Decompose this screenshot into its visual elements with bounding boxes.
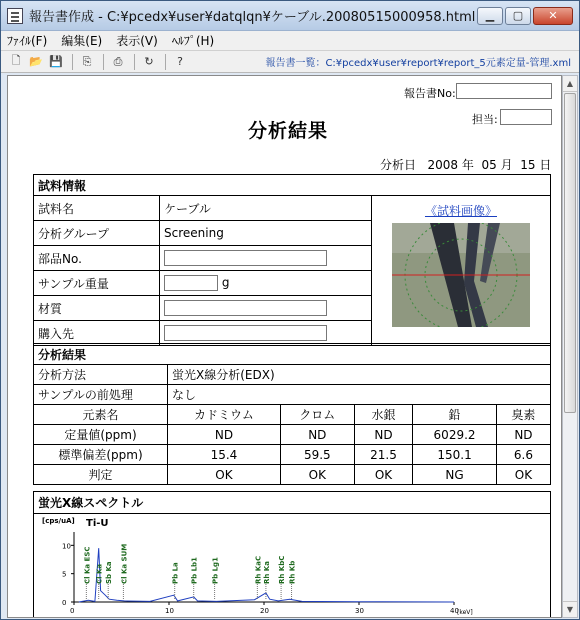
sample-section-title: 試料情報	[34, 175, 551, 196]
page-title: 分析結果	[248, 120, 329, 142]
spectrum-x-tick-label: 0	[70, 607, 75, 615]
method-label: 分析方法	[34, 365, 168, 385]
table-cell: ND	[168, 425, 281, 445]
pretreatment-value: なし	[168, 385, 551, 405]
spectrum-peak-label: Pb La	[171, 562, 180, 584]
analysis-group-value: Screening	[160, 221, 372, 246]
sample-photo-image	[392, 223, 530, 327]
save-icon[interactable]: 💾	[49, 55, 63, 68]
element-header: 臭素	[496, 405, 550, 425]
spectrum-chart	[34, 514, 550, 618]
table-cell: 6029.2	[413, 425, 497, 445]
spectrum-peak-label: Cl Ka SUM	[120, 543, 129, 584]
table-cell: OK	[280, 465, 354, 485]
material-label: 材質	[34, 296, 160, 321]
pretreatment-label: サンプルの前処理	[34, 385, 168, 405]
copy-icon[interactable]: ⎘	[82, 54, 92, 68]
row-label: 標準偏差(ppm)	[34, 445, 168, 465]
table-row	[34, 465, 551, 485]
spectrum-peak-label: Sb Ka	[105, 561, 114, 584]
date-day: 15	[520, 158, 536, 172]
spectrum-peak-label: Cl Ka ESC	[83, 546, 92, 584]
sample-photo	[392, 223, 530, 327]
spectrum-peak-label: Rh Kb	[288, 560, 297, 584]
supplier-label: 購入先	[34, 321, 160, 346]
table-row	[34, 445, 551, 465]
menu-view[interactable]: 表示(V)	[116, 34, 158, 48]
element-column-header: 元素名	[34, 405, 168, 425]
toolbar-separator	[72, 54, 73, 70]
toolbar	[1, 51, 579, 73]
table-row	[34, 405, 551, 425]
sample-weight-field[interactable]	[164, 275, 218, 291]
supplier-field[interactable]	[164, 325, 327, 341]
spectrum-section-title: 蛍光X線スペクトル	[34, 492, 550, 514]
date-day-unit: 日	[539, 158, 552, 172]
menu-help[interactable]: ﾍﾙﾌﾟ(H)	[171, 34, 215, 48]
person-field[interactable]	[500, 109, 552, 125]
open-folder-icon[interactable]: 📂	[29, 55, 43, 68]
element-header: 鉛	[413, 405, 497, 425]
analysis-date	[380, 156, 551, 175]
toolbar-separator	[103, 54, 104, 70]
element-header: 水銀	[354, 405, 413, 425]
spectrum-peak-label: Rh KaC	[254, 555, 263, 584]
analysis-group-label: 分析グループ	[34, 221, 160, 246]
app-icon	[7, 8, 23, 24]
sample-name-value: ケーブル	[160, 196, 372, 221]
sample-image-link[interactable]: 《試料画像》	[424, 204, 497, 218]
analysis-section-title: 分析結果	[34, 344, 551, 365]
table-cell: NG	[413, 465, 497, 485]
table-cell: ND	[354, 425, 413, 445]
report-document	[7, 75, 562, 618]
date-year-unit: 年	[461, 158, 474, 172]
scroll-up-icon[interactable]: ▲	[563, 76, 577, 92]
toolbar-separator	[134, 54, 135, 70]
spectrum-section	[33, 491, 551, 618]
table-cell: ND	[280, 425, 354, 445]
spectrum-peak-label: Pb Lg1	[211, 557, 220, 584]
table-row	[34, 425, 551, 445]
date-prefix: 分析日	[380, 158, 417, 172]
new-file-icon[interactable]: 🗋	[11, 54, 21, 67]
date-month: 05	[481, 158, 497, 172]
spectrum-peak-label: Rh Ka	[262, 561, 271, 584]
title-bar[interactable]	[1, 1, 579, 31]
spectrum-peak-label: Rh KbC	[278, 555, 287, 584]
spectrum-x-tick-label: 10	[165, 607, 174, 615]
analysis-result-table	[33, 343, 551, 485]
sample-info-table	[33, 174, 551, 346]
row-label: 定量値(ppm)	[34, 425, 168, 445]
element-header: クロム	[280, 405, 354, 425]
sample-photo-cell	[372, 196, 551, 346]
spectrum-x-tick-label: 20	[260, 607, 269, 615]
table-cell: 21.5	[354, 445, 413, 465]
table-cell: 150.1	[413, 445, 497, 465]
part-no-field[interactable]	[164, 250, 327, 266]
table-cell: 59.5	[280, 445, 354, 465]
menu-edit[interactable]: 編集(E)	[61, 34, 103, 48]
print-icon[interactable]: ⎙	[113, 54, 123, 68]
spectrum-y-tick-label: 0	[62, 599, 67, 607]
refresh-icon[interactable]: ↻	[144, 55, 154, 68]
spectrum-y-tick-label: 5	[62, 570, 67, 579]
table-row	[34, 196, 551, 221]
element-header: カドミウム	[168, 405, 281, 425]
spectrum-y-tick-label: 10	[62, 542, 71, 551]
sample-name-label: 試料名	[34, 196, 160, 221]
table-row	[34, 385, 551, 405]
date-year: 2008	[427, 158, 459, 172]
spectrum-peak-label: Cl Ka	[95, 563, 104, 584]
menu-file[interactable]: ﾌｧｲﾙ(F)	[7, 34, 48, 48]
sample-weight-unit: g	[221, 275, 230, 290]
menu-bar	[1, 31, 579, 51]
spectrum-target: Ti-U	[86, 518, 109, 529]
table-cell: OK	[168, 465, 281, 485]
table-cell: 15.4	[168, 445, 281, 465]
method-value: 蛍光X線分析(EDX)	[168, 365, 551, 385]
help-icon[interactable]: ?	[177, 55, 183, 68]
table-cell: 6.6	[496, 445, 550, 465]
spectrum-xlabel: [keV]	[457, 609, 473, 616]
close-button[interactable]: ✕	[533, 7, 573, 25]
report-no-field[interactable]	[456, 83, 552, 99]
table-cell: OK	[496, 465, 550, 485]
sample-weight-label: サンプル重量	[34, 271, 160, 296]
spectrum-ylabel: [cps/uA]	[42, 517, 75, 525]
person-label: 担当:	[472, 113, 498, 126]
table-cell: ND	[496, 425, 550, 445]
date-month-unit: 月	[500, 158, 513, 172]
scroll-down-icon[interactable]: ▼	[563, 601, 577, 617]
scroll-thumb[interactable]	[564, 93, 576, 413]
material-field[interactable]	[164, 300, 327, 316]
report-no-label: 報告書No:	[404, 87, 456, 100]
vertical-scrollbar[interactable]	[562, 75, 578, 618]
window-controls	[477, 7, 573, 25]
maximize-button[interactable]: ▢	[505, 7, 531, 25]
part-no-label: 部品No.	[34, 246, 160, 271]
window-title: 報告書作成 - C:¥pcedx¥user¥datqlqn¥ケーブル.20080515000958.html	[29, 10, 476, 25]
toolbar-separator	[165, 54, 166, 70]
table-row	[34, 365, 551, 385]
minimize-button[interactable]: ▁	[477, 7, 503, 25]
row-label: 判定	[34, 465, 168, 485]
report-list-path[interactable]: 報告書一覧：C:¥pcedx¥user¥report¥report_5元素定量-管理.xml	[265, 58, 571, 69]
table-cell: OK	[354, 465, 413, 485]
spectrum-peak-label: Pb Lb1	[190, 557, 199, 584]
spectrum-x-tick-label: 40	[450, 607, 459, 615]
spectrum-x-tick-label: 30	[355, 607, 364, 615]
